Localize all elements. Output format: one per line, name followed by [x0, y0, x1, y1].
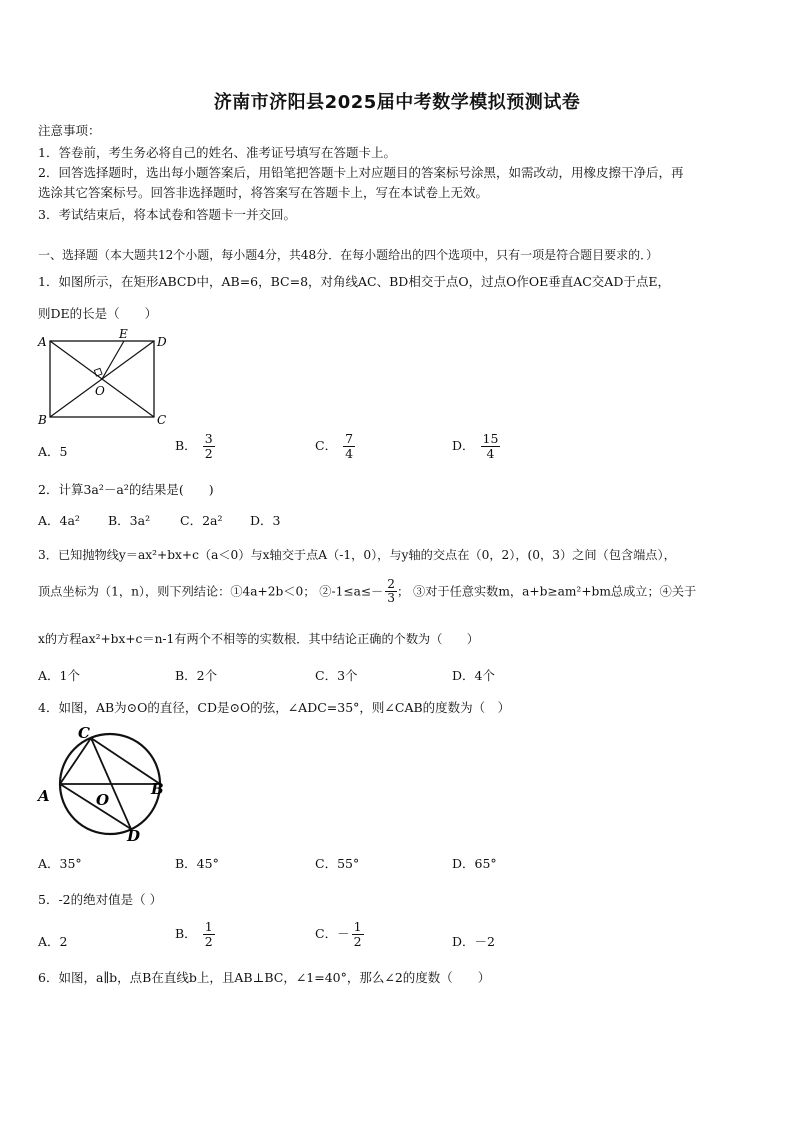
q5-stem: 5．-2的绝对值是（ ）	[38, 892, 163, 907]
q5-option-b: B． $\frac{1}{2}$	[175, 919, 213, 949]
q2-option-d: D．3	[250, 513, 281, 528]
label-d: D	[127, 827, 141, 844]
label-e: E	[119, 328, 128, 341]
label-o: O	[96, 791, 110, 809]
notice-heading: 注意事项：	[38, 123, 101, 138]
q3-option-d: D．4个	[452, 668, 495, 683]
q5-option-d: D．－2	[452, 934, 495, 949]
q2-option-b: B．3a²	[108, 513, 151, 528]
q4-option-c: C．55°	[315, 856, 360, 871]
q2-stem: 2．计算3a²－a²的结果是( )	[38, 482, 214, 497]
q1-option-c: C． $\frac{7}{4}$	[315, 431, 354, 461]
label-a: A	[38, 787, 50, 805]
q3-stem-line1: 3．已知抛物线y＝ax²+bx+c（a＜0）与x轴交于点A（-1，0），与y轴的交点在（0，2），(0，3）之间（包含端点），	[38, 548, 676, 562]
label-b: B	[38, 413, 47, 427]
q3-option-c: C．3个	[315, 668, 358, 683]
right-angle-mark	[94, 368, 102, 376]
q6-stem: 6．如图，a∥b，点B在直线b上，且AB⊥BC，∠1=40°，那么∠2的度数（ ）	[38, 970, 491, 985]
q4-option-d: D．65°	[452, 856, 497, 871]
q1-stem-line2: 则DE的长是（ ）	[38, 306, 158, 321]
notice-item-2-cont: 选涂其它答案标号。回答非选择题时，将答案写在答题卡上，写在本试卷上无效。	[38, 185, 489, 200]
notice-item-3: 3．考试结束后，将本试卷和答题卡一并交回。	[38, 207, 296, 222]
label-o: O	[95, 384, 105, 398]
q1-stem-line1: 1．如图所示，在矩形ABCD中，AB=6，BC=8，对角线AC、BD相交于点O，过点O作OE垂直AC交AD于点E，	[38, 274, 670, 289]
q1-option-a: A．5	[38, 444, 68, 459]
q5-option-a: A．2	[38, 934, 68, 949]
q5-option-c: C．－ $\frac{1}{2}$	[315, 919, 362, 949]
label-c: C	[78, 724, 90, 742]
q1-option-b: B． $\frac{3}{2}$	[175, 431, 213, 461]
q4-circle-figure	[34, 722, 174, 844]
label-a: A	[38, 335, 47, 349]
label-b: B	[151, 780, 164, 798]
q4-option-b: B．45°	[175, 856, 219, 871]
q1-rectangle-figure	[32, 328, 172, 428]
q3-option-a: A．1个	[38, 668, 80, 683]
q2-option-c: C．2a²	[180, 513, 223, 528]
notice-item-1: 1．答卷前，考生务必将自己的姓名、准考证号填写在答题卡上。	[38, 145, 396, 160]
page-title: 济南市济阳县2025届中考数学模拟预测试卷	[213, 92, 581, 113]
q3-stem-line3: x的方程ax²+bx+c＝n-1有两个不相等的实数根．其中结论正确的个数为（ ）	[38, 632, 479, 646]
label-d: D	[157, 335, 167, 349]
segment-oe	[102, 341, 124, 379]
section-heading: 一、选择题（本大题共12个小题，每小题4分，共48分．在每小题给出的四个选项中，只有一项是符合题目要求的．）	[38, 248, 659, 262]
q4-stem: 4．如图，AB为⊙O的直径，CD是⊙O的弦，∠ADC=35°，则∠CAB的度数为（ ）	[38, 700, 511, 715]
notice-item-2: 2．回答选择题时，选出每小题答案后，用铅笔把答题卡上对应题目的答案标号涂黑，如需改动，用橡皮擦干净后，再	[38, 165, 684, 180]
q3-option-b: B．2个	[175, 668, 218, 683]
q3-stem-line2: 顶点坐标为（1，n），则下列结论：①4a+2b＜0； ②-1≤a≤－ $\frac{2}{3}$ ； ③对于任意实数m，a+b≥am²+bm总成立；④关于	[38, 577, 697, 606]
q4-option-a: A．35°	[38, 856, 82, 871]
q1-option-d: D． $\frac{15}{4}$	[452, 431, 499, 461]
label-c: C	[157, 413, 167, 427]
q2-option-a: A．4a²	[38, 513, 80, 528]
